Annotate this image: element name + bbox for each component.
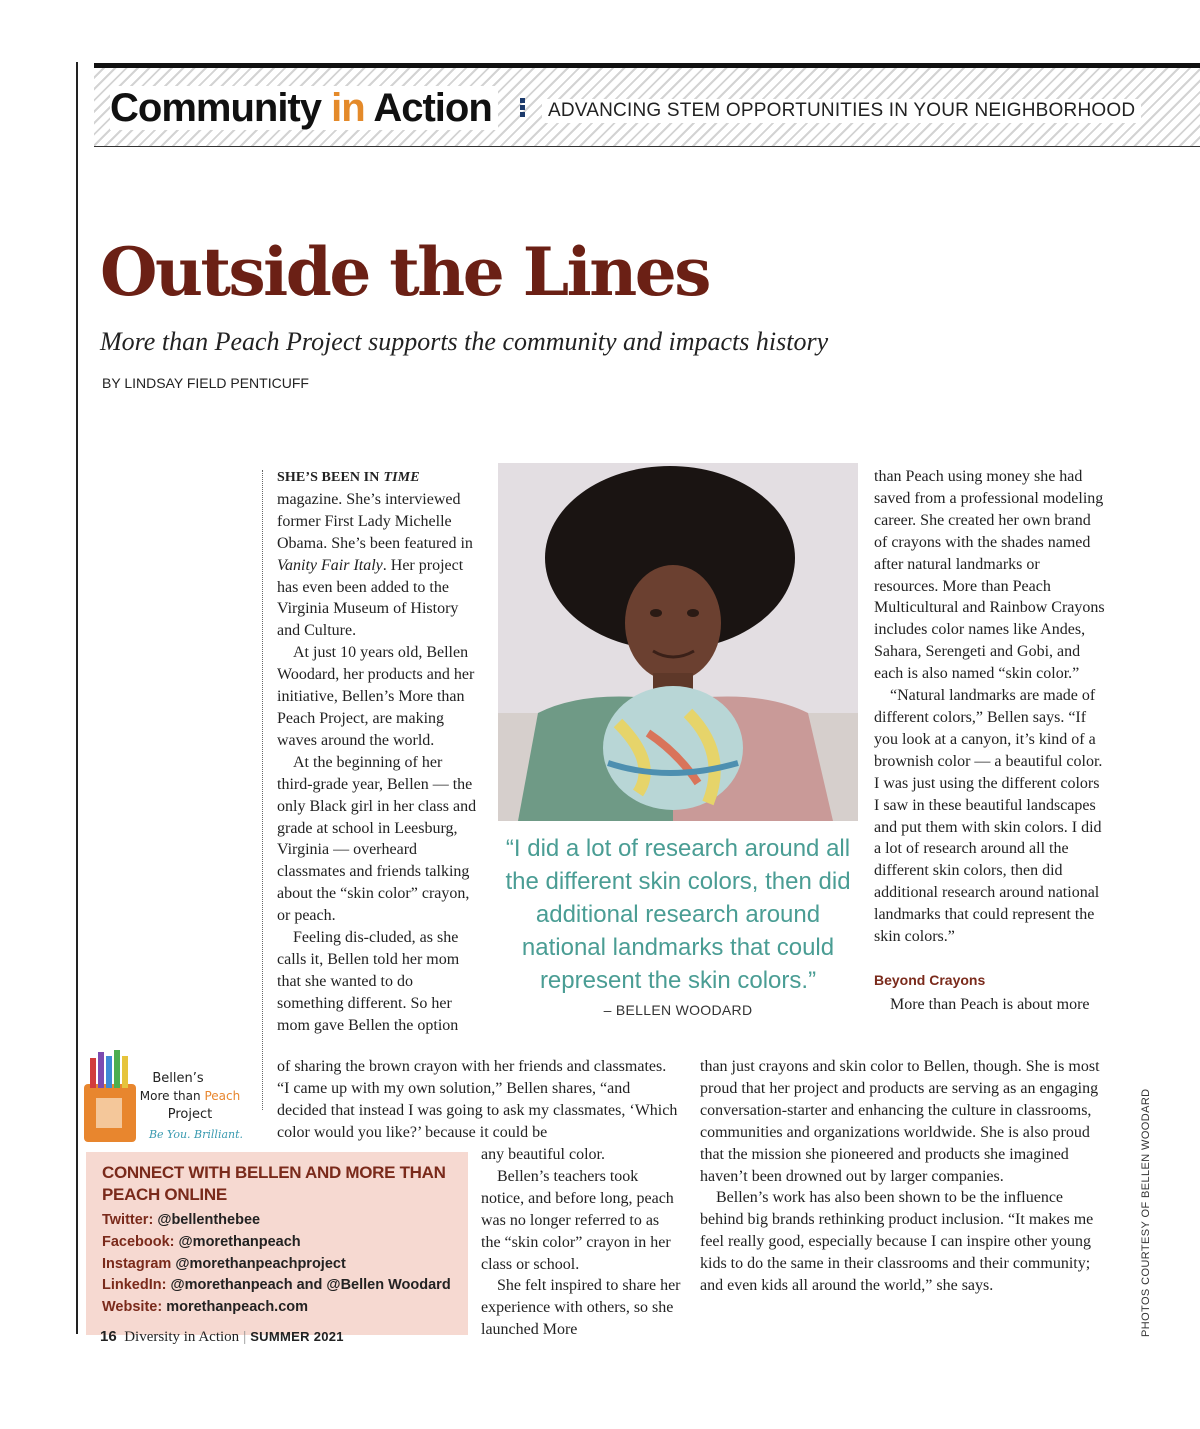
- website-url: morethanpeach.com: [166, 1299, 309, 1316]
- instagram-handle: @morethanpeachproject: [175, 1255, 346, 1272]
- paragraph-1-text: magazine. She’s interviewed former First Lady Michelle Obama. She’s been featured in: [277, 490, 473, 552]
- body-column-3: [874, 466, 1106, 1016]
- sidebar-title: CONNECT WITH BELLEN AND MORE THAN PEACH ONLINE: [102, 1163, 446, 1204]
- page-number: 16: [100, 1328, 117, 1345]
- svg-text:More than Peach: [140, 1089, 240, 1103]
- header-bottom-rule: [94, 146, 1200, 147]
- column-divider: [262, 470, 263, 1110]
- lead-in: SHE’S BEEN IN: [277, 470, 380, 485]
- section-subtitle: ADVANCING STEM OPPORTUNITIES IN YOUR NEIGHBORHOOD: [542, 99, 1141, 123]
- paragraph-1-text-end: . Her project has even been added to the Virginia Museum of History and Culture.: [277, 556, 464, 640]
- logo-line-2: More than: [139, 1089, 201, 1103]
- paragraph-5: Bellen’s teachers took notice, and before long, peach was no longer referred to as the “skin color” crayon in her class or school.: [481, 1167, 674, 1273]
- paragraph-4: Feeling dis-cluded, as she calls it, Bellen told her mom that she wanted to do something different. So her mom gave Bellen the option: [277, 929, 460, 1034]
- body-column-2: [481, 1144, 681, 1341]
- linkedin-handle: @morethanpeach and @Bellen Woodard: [170, 1277, 451, 1294]
- portrait-photo: [498, 463, 858, 821]
- twitter-handle: @bellenthebee: [157, 1212, 261, 1228]
- photo-credit: PHOTOS COURTESY OF BELLEN WOODARD: [1140, 1088, 1152, 1337]
- twitter-label: Twitter:: [102, 1212, 154, 1228]
- crayon-box-icon: [80, 1046, 258, 1146]
- page-footer: [100, 1328, 344, 1346]
- byline: BY LINDSAY FIELD PENTICUFF: [102, 375, 309, 391]
- logo-tagline: Be You. Brilliant.: [148, 1128, 244, 1141]
- left-margin-rule: [76, 62, 78, 1334]
- issue-date: SUMMER 2021: [250, 1329, 344, 1344]
- body-column-1-wide: [277, 1056, 681, 1144]
- paragraph-3: At the beginning of her third-grade year, Bellen — the only Black girl in her class and grade at school in Leesburg, Virginia — overheard classmates and friends talking about the “skin color” crayon, or peach.: [277, 753, 477, 925]
- sidebar-item-website: [102, 1297, 462, 1319]
- section-title-in: in: [331, 86, 365, 130]
- more-than-peach-logo: [80, 1046, 258, 1146]
- paragraph-10: Bellen’s work has also been shown to be the influence behind big brands rethinking product inclusion. “It makes me feel really good, especially because I can inspire other young kids to do the same in their classrooms and their community; and even kids all around the world,” she says.: [700, 1189, 1094, 1295]
- body-column-3-wide: [700, 1056, 1106, 1297]
- paragraph-4-end: any beautiful color.: [481, 1146, 605, 1163]
- headline: Outside the Lines: [100, 233, 709, 311]
- publication-name: Diversity in Action: [124, 1329, 240, 1345]
- pull-quote: “I did a lot of research around all the different skin colors, then did additional research around national landmarks that could represent the skin colors.”: [505, 835, 851, 994]
- section-title-part1: Community: [110, 86, 321, 130]
- social-links-list: [102, 1210, 462, 1319]
- sidebar-item-linkedin: [102, 1275, 462, 1297]
- linkedin-label: LinkedIn:: [102, 1277, 167, 1294]
- facebook-handle: @morethanpeach: [178, 1233, 301, 1250]
- website-label: Website:: [102, 1299, 163, 1316]
- section-title: [110, 86, 498, 130]
- subhead-spacer: [874, 948, 1106, 970]
- sidebar-item-twitter: [102, 1210, 462, 1232]
- pull-quote-attribution: – BELLEN WOODARD: [603, 1002, 753, 1018]
- sidebar-item-instagram: [102, 1254, 462, 1276]
- subhead-beyond-crayons: Beyond Crayons: [874, 971, 986, 988]
- paragraph-2: At just 10 years old, Bellen Woodard, her products and her initiative, Bellen’s More than Peach Project, are making waves around the world.: [277, 644, 475, 749]
- sidebar-item-facebook: [102, 1232, 462, 1254]
- paragraph-9: More than Peach is about more: [890, 995, 1090, 1013]
- paragraph-6: She felt inspired to share her experience with others, so she launched More: [481, 1277, 681, 1339]
- connect-sidebar: [86, 1152, 468, 1335]
- facebook-label: Facebook:: [102, 1233, 175, 1250]
- instagram-label: Instagram: [102, 1255, 172, 1272]
- paragraph-1: [277, 466, 481, 642]
- paragraph-8: “Natural landmarks are made of different colors,” Bellen says. “If you look at a canyon, it’s kind of a brownish color — a beautiful color. I was just using the different colors I saw in these beautiful landscapes and put them with skin colors. I did a lot of research around all the different skin colors, then did additional research around national landmarks that could represent the skin colors.”: [874, 687, 1103, 946]
- paragraph-9-continued: than just crayons and skin color to Bellen, though. She is most proud that her project and products are serving as an engaging conversation-starter and enhancing the culture in classrooms, communities and organizations worldwide. She is also proud that the mission she pioneered and products she imagined haven’t been drowned out by larger companies.: [700, 1058, 1100, 1185]
- logo-line-3: Project: [167, 1107, 213, 1122]
- body-column-1: [277, 466, 481, 1037]
- paragraph-7: than Peach using money she had saved from a professional modeling career. She created her own brand of crayons with the shades named after natural landmarks or resources. More than Peach Multicultural and Rainbow Crayons includes color names like Andes, Sahara, Serengeti and Gobi, and each is also named “skin color.”: [874, 468, 1105, 683]
- section-title-part2: Action: [373, 86, 492, 130]
- footer-separator: |: [243, 1329, 247, 1345]
- lead-in-italic: TIME: [383, 470, 420, 485]
- header-divider-dots-icon: [520, 98, 526, 122]
- paragraph-1-italic: Vanity Fair Italy: [277, 556, 383, 574]
- paragraph-4-continued: of sharing the brown crayon with her friends and classmates. “I came up with my own solution,” Bellen shares, “and decided that instead I was going to ask my classmates, ‘Which color would you like?’ because it could be: [277, 1058, 678, 1141]
- logo-peach: Peach: [204, 1089, 241, 1103]
- logo-line-1: Bellen’s: [152, 1071, 204, 1086]
- dek: More than Peach Project supports the community and impacts history: [100, 327, 829, 356]
